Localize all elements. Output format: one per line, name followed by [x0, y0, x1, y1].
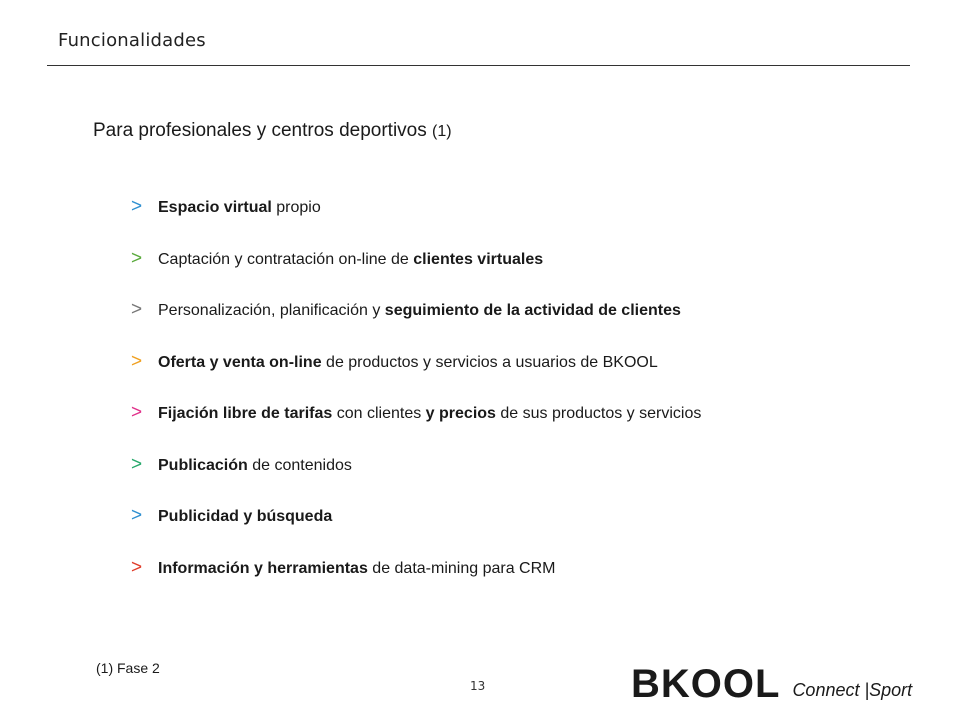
bullet-marker: >: [131, 402, 143, 423]
feature-text: [158, 251, 543, 269]
subtitle-footnote-ref: (1): [432, 123, 452, 140]
feature-text-bold: seguimiento de la actividad de clientes: [384, 302, 681, 319]
feature-list-item: [131, 505, 701, 557]
feature-text: [158, 405, 701, 423]
feature-list-item: [131, 299, 701, 351]
feature-text-regular: de contenidos: [247, 456, 352, 474]
feature-list-item: [131, 351, 701, 403]
footnote: (1) Fase 2: [96, 660, 160, 676]
feature-text: [158, 302, 681, 320]
feature-text-bold: Oferta y venta on-line: [158, 353, 322, 371]
bullet-marker: >: [131, 350, 143, 372]
bullet-marker: >: [131, 299, 143, 320]
feature-text: [158, 199, 321, 217]
bullet-marker: >: [131, 247, 143, 269]
page-number: 13: [470, 679, 486, 693]
feature-text-bold: Publicidad y búsqueda: [158, 508, 333, 525]
feature-list-item: [131, 402, 701, 454]
feature-text-bold: Espacio virtual: [158, 199, 272, 216]
feature-text: [158, 508, 332, 526]
feature-text-bold: Publicación: [158, 456, 248, 474]
logo-wordmark: BKOOL: [631, 662, 781, 706]
feature-text-regular: de data-mining para CRM: [367, 559, 556, 577]
feature-text: [158, 457, 352, 475]
feature-list-item: [131, 248, 701, 300]
feature-text-regular: Personalización, planificación y: [158, 302, 385, 319]
feature-text-regular: Captación y contratación on-line de: [158, 250, 414, 268]
feature-list-item: [131, 557, 701, 609]
feature-list: [131, 196, 701, 608]
feature-text-regular: con clientes: [332, 405, 426, 422]
logo-tagline: Connect |Sport: [792, 680, 913, 700]
bkool-logo: [631, 664, 912, 704]
header-divider: [47, 65, 910, 66]
feature-text: [158, 354, 658, 372]
feature-text-regular: de productos y servicios a usuarios de BKOOL: [321, 353, 658, 371]
page-title: Funcionalidades: [58, 30, 206, 51]
feature-text-bold: y precios: [425, 405, 496, 422]
bullet-marker: >: [131, 556, 143, 578]
feature-text-bold: clientes virtuales: [413, 250, 544, 268]
bullet-marker: >: [131, 453, 143, 475]
feature-list-item: [131, 454, 701, 506]
bullet-marker: >: [131, 196, 143, 217]
feature-list-item: [131, 196, 701, 248]
section-subtitle: [93, 120, 452, 142]
feature-text-bold: Información y herramientas: [158, 559, 368, 577]
subtitle-text: Para profesionales y centros deportivos: [93, 120, 427, 141]
bullet-marker: >: [131, 505, 143, 526]
feature-text-regular: propio: [271, 199, 321, 216]
feature-text-regular: de sus productos y servicios: [495, 405, 702, 422]
feature-text-bold: Fijación libre de tarifas: [158, 405, 333, 422]
feature-text: [158, 560, 555, 578]
